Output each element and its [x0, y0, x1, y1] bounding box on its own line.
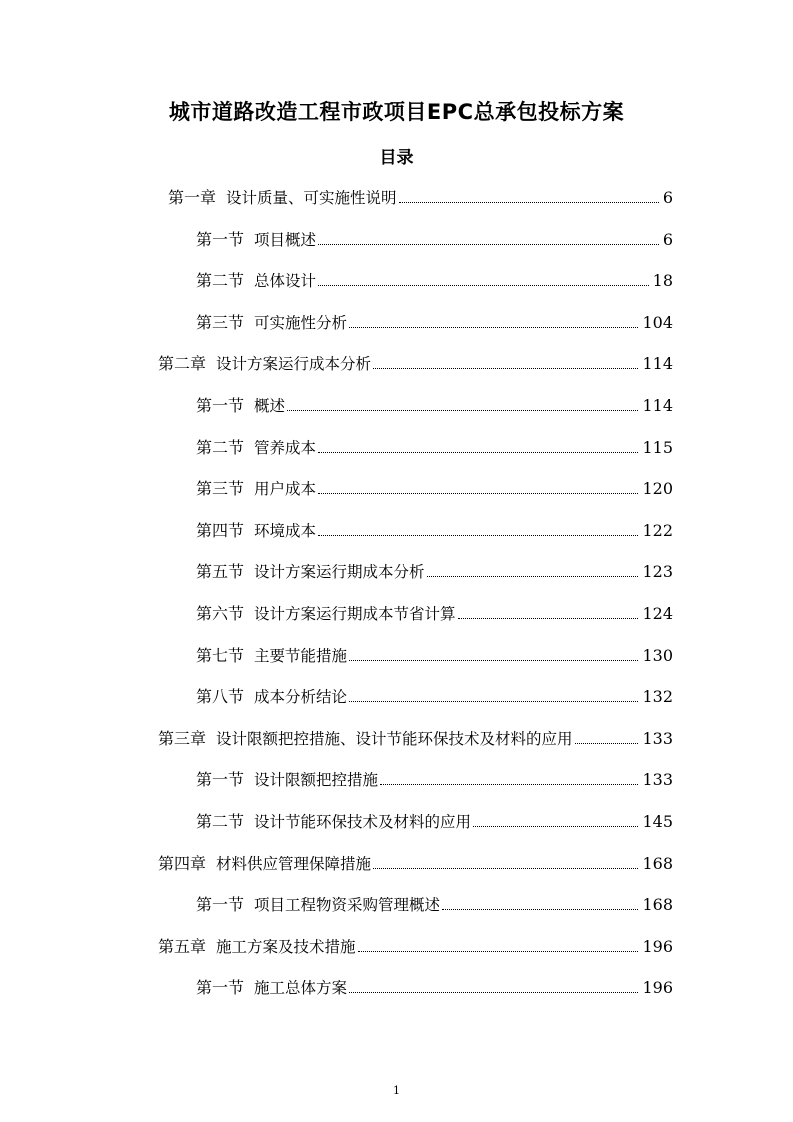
- toc-entry-number: 第一节: [196, 770, 245, 790]
- toc-entry-title: 成本分析结论: [254, 688, 348, 707]
- toc-entry-body: [196, 517, 640, 545]
- toc-entry-page: 168: [642, 895, 673, 915]
- toc-entry-number: 第八节: [196, 687, 245, 707]
- toc-dot-leader: [318, 285, 649, 286]
- toc-entry-number: 第二节: [196, 811, 245, 831]
- toc-entry-title: 设计限额把控措施、设计节能环保技术及材料的应用: [216, 729, 573, 748]
- toc-chapter-entry[interactable]: [0, 725, 793, 767]
- toc-entry-page: 6: [662, 229, 673, 249]
- toc-section-entry[interactable]: [0, 600, 793, 642]
- toc-dot-leader: [318, 493, 638, 494]
- toc-section-entry[interactable]: [0, 309, 793, 351]
- toc-dot-leader: [349, 660, 638, 661]
- toc-entry-page: 114: [642, 395, 673, 415]
- toc-entry-title: 设计方案运行期成本节省计算: [254, 604, 456, 623]
- toc-dot-leader: [349, 327, 638, 328]
- toc-section-entry[interactable]: [0, 475, 793, 517]
- toc-section-entry[interactable]: [0, 434, 793, 476]
- toc-dot-leader: [399, 202, 659, 203]
- toc-entry-body: [196, 974, 640, 1002]
- toc-dot-leader: [349, 992, 638, 993]
- toc-entry-body: [196, 434, 640, 462]
- toc-entry-title: 施工总体方案: [254, 979, 348, 998]
- toc-entry-body: [196, 642, 640, 670]
- toc-entry-number: 第二节: [196, 437, 245, 457]
- toc-section-entry[interactable]: [0, 683, 793, 725]
- toc-entry-number: 第二节: [196, 271, 245, 291]
- toc-entry-number: 第一章: [168, 188, 217, 207]
- toc-dot-leader: [318, 535, 638, 536]
- toc-entry-title: 设计节能环保技术及材料的应用: [254, 812, 472, 831]
- toc-entry-title: 用户成本: [254, 480, 317, 499]
- toc-section-entry[interactable]: [0, 517, 793, 559]
- toc-entry-number: 第七节: [196, 645, 245, 665]
- toc-entry-page: 133: [642, 770, 673, 790]
- toc-dot-leader: [442, 909, 638, 910]
- toc-entry-title: 可实施性分析: [254, 313, 348, 332]
- page-title: 城市道路改造工程市政项目EPC总承包投标方案: [168, 100, 625, 124]
- toc-entry-page: 133: [642, 728, 673, 748]
- toc-entry-number: 第一节: [196, 978, 245, 998]
- toc-entry-body: [158, 850, 640, 878]
- toc-section-entry[interactable]: [0, 392, 793, 434]
- toc-dot-leader: [318, 452, 638, 453]
- toc-entry-number: 第一节: [196, 395, 245, 415]
- toc-section-entry[interactable]: [0, 974, 793, 1016]
- toc-entry-number: 第三节: [196, 479, 245, 499]
- toc-section-entry[interactable]: [0, 642, 793, 684]
- toc-entry-number: 第五章: [158, 936, 207, 956]
- toc-entry-number: 第一节: [196, 895, 245, 915]
- toc-entry-title: 设计方案运行成本分析: [216, 355, 372, 374]
- toc-dot-leader: [287, 410, 638, 411]
- toc-dot-leader: [380, 784, 638, 785]
- toc-chapter-entry[interactable]: [0, 933, 793, 975]
- toc-section-entry[interactable]: [0, 808, 793, 850]
- toc-entry-body: [196, 891, 640, 919]
- toc-entry-title: 项目概述: [254, 230, 317, 249]
- toc-entry-title: 总体设计: [254, 272, 317, 291]
- toc-entry-page: 115: [642, 437, 673, 457]
- toc-entry-body: [158, 725, 640, 753]
- toc-entry-page: 132: [642, 687, 673, 707]
- toc-entry-body: [196, 226, 661, 254]
- toc-section-entry[interactable]: [0, 558, 793, 600]
- toc-dot-leader: [458, 618, 639, 619]
- toc-dot-leader: [473, 826, 638, 827]
- toc-entry-page: 196: [642, 978, 673, 998]
- toc-entry-body: [196, 766, 640, 794]
- toc-dot-leader: [373, 368, 638, 369]
- toc-entry-title: 施工方案及技术措施: [216, 937, 356, 956]
- toc-entry-page: 123: [642, 562, 673, 582]
- toc-entry-title: 材料供应管理保障措施: [216, 854, 372, 873]
- toc-entry-number: 第六节: [196, 603, 245, 623]
- toc-chapter-entry[interactable]: [0, 184, 793, 226]
- toc-entry-number: 第三章: [158, 728, 207, 748]
- toc-section-entry[interactable]: [0, 226, 793, 268]
- toc-entry-page: 122: [642, 520, 673, 540]
- toc-entry-page: 6: [662, 188, 673, 207]
- toc-dot-leader: [575, 743, 639, 744]
- toc-entry-page: 196: [642, 936, 673, 956]
- toc-entry-title: 概述: [254, 396, 286, 415]
- toc-entry-page: 124: [642, 603, 673, 623]
- toc-chapter-entry[interactable]: [0, 350, 793, 392]
- toc-entry-number: 第二章: [158, 354, 207, 374]
- toc-entry-body: [168, 184, 661, 212]
- toc-section-entry[interactable]: [0, 267, 793, 309]
- toc-entry-body: [196, 267, 651, 295]
- toc-entry-number: 第一节: [196, 229, 245, 249]
- toc-entry-body: [196, 475, 640, 503]
- toc-entry-title: 设计限额把控措施: [254, 771, 379, 790]
- toc-heading: 目录: [379, 148, 414, 168]
- toc-chapter-entry[interactable]: [0, 850, 793, 892]
- toc-dot-leader: [373, 868, 638, 869]
- toc-entry-body: [158, 933, 640, 961]
- toc-entry-title: 环境成本: [254, 521, 317, 540]
- toc-entry-number: 第四章: [158, 853, 207, 873]
- toc-entry-body: [196, 558, 640, 586]
- toc-section-entry[interactable]: [0, 766, 793, 808]
- toc-entry-page: 104: [642, 312, 673, 332]
- toc-entry-body: [196, 600, 640, 628]
- toc-entry-page: 120: [642, 479, 673, 499]
- toc-entry-body: [196, 683, 640, 711]
- table-of-contents: [0, 184, 793, 1016]
- toc-entry-number: 第五节: [196, 562, 245, 582]
- toc-entry-body: [196, 309, 640, 337]
- toc-section-entry[interactable]: [0, 891, 793, 933]
- toc-entry-page: 130: [642, 645, 673, 665]
- toc-entry-title: 主要节能措施: [254, 646, 348, 665]
- toc-entry-page: 168: [642, 853, 673, 873]
- toc-dot-leader: [427, 576, 639, 577]
- toc-entry-title: 设计质量、可实施性说明: [226, 189, 397, 207]
- toc-dot-leader: [349, 701, 638, 702]
- toc-entry-title: 设计方案运行期成本分析: [254, 563, 425, 582]
- toc-entry-page: 114: [642, 354, 673, 374]
- toc-entry-body: [196, 808, 640, 836]
- page-number: 1: [393, 1084, 400, 1097]
- toc-dot-leader: [358, 951, 639, 952]
- toc-entry-body: [196, 392, 640, 420]
- toc-entry-title: 项目工程物资采购管理概述: [254, 896, 441, 915]
- toc-entry-body: [158, 350, 640, 378]
- toc-entry-page: 145: [642, 811, 673, 831]
- toc-entry-number: 第四节: [196, 520, 245, 540]
- toc-entry-title: 管养成本: [254, 438, 317, 457]
- toc-entry-number: 第三节: [196, 312, 245, 332]
- toc-dot-leader: [318, 244, 659, 245]
- toc-entry-page: 18: [652, 271, 673, 291]
